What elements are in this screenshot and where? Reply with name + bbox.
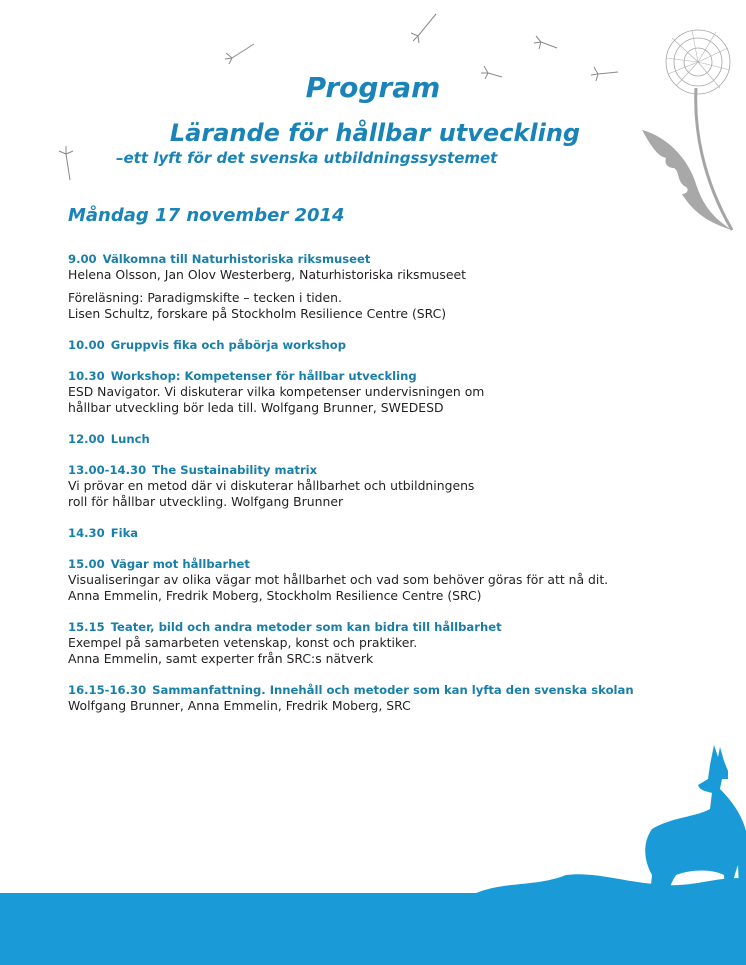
schedule-time: 16.15-16.30 — [68, 683, 147, 697]
schedule-time: 15.00 — [68, 557, 105, 571]
schedule-time: 15.15 — [68, 620, 105, 634]
schedule-item-heading — [68, 338, 668, 353]
schedule-item — [68, 463, 668, 510]
schedule-item-heading — [68, 557, 668, 572]
page-title: Program — [305, 71, 441, 104]
schedule-title: Sammanfattning. Innehåll och metoder som kan lyfta den svenska skolan — [152, 683, 634, 697]
page-tagline: –ett lyft för det svenska utbildningssystemet — [116, 149, 498, 167]
schedule-list — [68, 252, 668, 730]
schedule-time: 12.00 — [68, 432, 105, 446]
footer-band — [0, 893, 746, 965]
schedule-detail: Exempel på samarbeten vetenskap, konst och praktiker. — [68, 635, 418, 650]
schedule-item-heading — [68, 526, 668, 541]
schedule-detail: Vi prövar en metod där vi diskuterar hållbarhet och utbildningens — [68, 478, 475, 493]
schedule-detail: Föreläsning: Paradigmskifte – tecken i tiden. — [68, 290, 342, 305]
schedule-time: 9.00 — [68, 252, 97, 266]
schedule-title: Välkomna till Naturhistoriska riksmuseet — [102, 252, 371, 266]
event-date: Måndag 17 november 2014 — [68, 205, 345, 226]
schedule-detail: Wolfgang Brunner, Anna Emmelin, Fredrik Moberg, SRC — [68, 698, 411, 713]
schedule-time: 10.30 — [68, 369, 105, 383]
schedule-item — [68, 338, 668, 353]
schedule-item-heading — [68, 620, 668, 635]
schedule-item — [68, 369, 668, 416]
schedule-item — [68, 557, 668, 604]
schedule-title: Vägar mot hållbarhet — [110, 557, 250, 571]
schedule-item-heading — [68, 252, 668, 267]
schedule-detail: roll för hållbar utveckling. Wolfgang Brunner — [68, 494, 344, 509]
schedule-time: 13.00-14.30 — [68, 463, 147, 477]
schedule-item-heading — [68, 369, 668, 384]
schedule-item — [68, 620, 668, 667]
schedule-detail: Helena Olsson, Jan Olov Westerberg, Naturhistoriska riksmuseet — [68, 267, 466, 282]
schedule-item-heading — [68, 432, 668, 447]
schedule-detail: hållbar utveckling bör leda till. Wolfgang Brunner, SWEDESD — [68, 400, 444, 415]
schedule-time: 14.30 — [68, 526, 105, 540]
schedule-title: Workshop: Kompetenser för hållbar utveckling — [110, 369, 417, 383]
schedule-title: Fika — [110, 526, 139, 540]
page-subtitle: Lärande för hållbar utveckling — [169, 119, 581, 147]
schedule-item-heading — [68, 683, 668, 698]
schedule-title: The Sustainability matrix — [152, 463, 318, 477]
schedule-title: Teater, bild och andra metoder som kan bidra till hållbarhet — [110, 620, 502, 634]
schedule-detail: Lisen Schultz, forskare på Stockholm Resilience Centre (SRC) — [68, 306, 447, 321]
schedule-title: Gruppvis fika och påbörja workshop — [110, 338, 346, 352]
schedule-item — [68, 432, 668, 447]
schedule-title: Lunch — [110, 432, 150, 446]
schedule-item — [68, 683, 668, 714]
header — [0, 70, 746, 167]
schedule-detail: Anna Emmelin, samt experter från SRC:s nätverk — [68, 651, 374, 666]
schedule-detail: Visualiseringar av olika vägar mot hållbarhet och vad som behöver göras för att nå dit. — [68, 572, 609, 587]
schedule-item — [68, 526, 668, 541]
schedule-item — [68, 252, 668, 322]
schedule-detail: Anna Emmelin, Fredrik Moberg, Stockholm Resilience Centre (SRC) — [68, 588, 482, 603]
schedule-time: 10.00 — [68, 338, 105, 352]
schedule-item-heading — [68, 463, 668, 478]
schedule-detail: ESD Navigator. Vi diskuterar vilka kompetenser undervisningen om — [68, 384, 485, 399]
